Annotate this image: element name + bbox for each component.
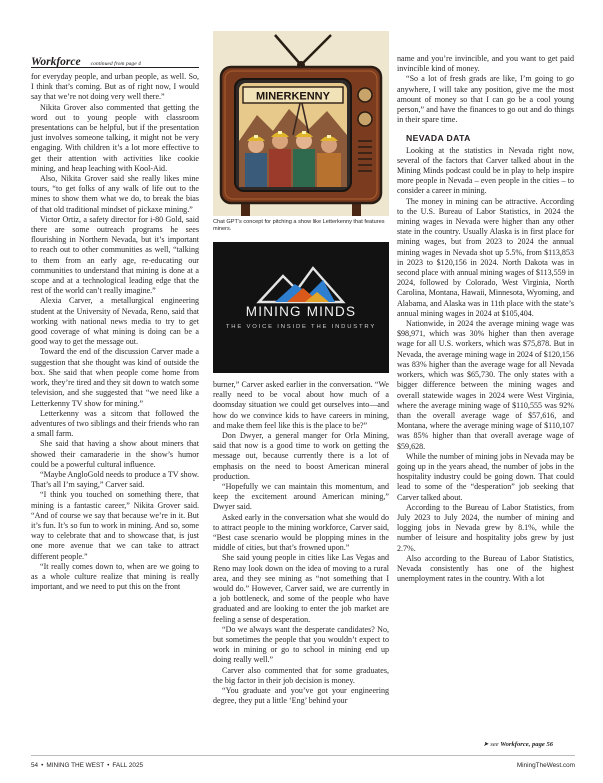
paragraph: While the number of mining jobs in Nevada may be going up in the years ahead, the number of jobs in the hospitality industry could be going down. That could lead to some of the “desperation” job seeking that Carver talked about. [397, 451, 574, 502]
paragraph: The money in mining can be attractive. According to the U.S. Bureau of Labor Statistics, in 2024 the mining wages in Nevada were higher than any other state in the country. Usually Alaska is in first place for mining wages, but from 2023 to 2024 the annual mining wages in Nevada shot up 5.5%, from $113,853 in 2023 to $120,156 in 2024. North Dakota was in second place with annual mining wages of $113,559 in 2024, followed by Colorado, West Virginia, North Carolina, Montana, Hawaii, Minnesota, Wyoming, and Alabama, and Alaska was in 11th place with the state’s annual mining wages in 2024 at $105,404. [397, 196, 574, 318]
folio [31, 762, 143, 769]
paragraph: Also, Nikita Grover said she really likes mine tours, “to get folks of any walk of life out to the mines to show them what we do, to break the bias of that old traditional mindset of pickaxe mining.” [31, 174, 199, 214]
jump-prefix: see [490, 741, 499, 748]
miner-figure [293, 131, 315, 187]
antenna-right [301, 35, 331, 65]
section-subhead: NEVADA DATA [406, 133, 471, 144]
paragraph: Asked early in the conversation what she would do to attract people to the mining workforce, Carver said, “Best case scenario would be plopping mines in the middle of cities, but that’s frowned upon.” [213, 512, 389, 553]
minerkenny-tv-illustration [213, 31, 389, 216]
paragraph: According to the Bureau of Labor Statistics, from July 2023 to July 2024, the number of mining and logging jobs in Nevada grew by 8.1%, while the number of leisure and hospitality jobs grew by just 2.7%. [397, 502, 574, 553]
footer-rule [31, 755, 575, 756]
logo-title: MINING MINDS [245, 304, 357, 319]
continued-jump-line [483, 740, 553, 748]
paragraph: Also according to the Bureau of Labor Statistics, Nevada consistently has one of the highest unemployment rates in the country. With a lot [397, 553, 574, 584]
bullet-separator: • [41, 762, 44, 769]
paragraph: Toward the end of the discussion Carver made a suggestion that she thought was kind of outside the box. She said that when people come home from work, they’re tired and they sit down to watch some television, and she suggested that “we need like a Letterkenny TV show for mining.” [31, 347, 199, 408]
miner-figure [269, 131, 291, 187]
paragraph: Alexia Carver, a metallurgical engineering student at the University of Nevada, Reno, said that working with national news media to try to get good coverage of what mining is doing can be a good way to get the message out. [31, 296, 199, 347]
issue-date: FALL 2025 [112, 762, 144, 769]
paragraph: She said young people in cities like Las Vegas and Reno may look down on the idea of moving to a rural area, and they see mining as “not something that I would do.” However, Carver said, we are currently in a job bottleneck, and some of the people who have graduated and are looking to enter the job market are feeling a sense of desperation. [213, 553, 389, 624]
section-title: Workforce [31, 56, 81, 68]
triangle-arrow-icon: ➤ [483, 741, 489, 748]
jump-target: Workforce, page 56 [500, 741, 554, 748]
continued-note: continued from page 4 [90, 61, 141, 67]
title-sign-text: MINERKENNY [256, 90, 330, 103]
paragraph: Nikita Grover also commented that getting the word out to young people with classroom presentations can be helpful, but if the presentation just involves someone talking, it might not be very engaging. With children it’s a lot more effective to get their attention with activities like cookie mining, and heap leaching with Kool-Aid. [31, 102, 199, 173]
website: MiningTheWest.com [516, 762, 575, 769]
paragraph: “Hopefully we can maintain this momentum, and keep the excitement around American mining,” Dwyer said. [213, 482, 389, 512]
paragraph: Don Dwyer, a general manger for Orla Mining, said that now is a good time to work on getting the message out, because currently there is a lot of emphasis on the need to boost American mineral production. [213, 431, 389, 481]
paragraph: Victor Ortiz, a safety director for i-80 Gold, said there are some outreach programs he sees flourishing in Northern Nevada, but it’s important to reach out to other communities as well, “talking to them from an early age, re-educating our communities to understand that mining is done at a scope and at a technological leading edge that the rest of the world can’t really imagine.” [31, 214, 199, 296]
paragraph: “I think you touched on something there, that mining is a fantastic career,” Nikita Grover said. “And of course we say that because we’re in it. But it’s fun. It’s so fun to work in mining. And so, some way to celebrate that and to showcase that, is just one more avenue that we can take to attract different people.” [31, 490, 199, 561]
mining-minds-logo [213, 242, 389, 373]
paragraph: “So a lot of fresh grads are like, I’m going to go anywhere, I will take any position, give me the most amount of money so that I can go be a cool young person,” and have the finances to go out and do things in their spare time. [397, 74, 574, 125]
tv-knob [358, 88, 372, 102]
paragraph: Looking at the statistics in Nevada right now, several of the factors that Carver talked about in the Mining Minds podcast could be in play to help inspire more people in Nevada – even people in the cities – to consider a career in mining. [397, 145, 574, 196]
article-column-1 [31, 72, 199, 592]
bullet-separator: • [107, 762, 110, 769]
figure-caption: Chat GPT’s concept for pitching a show like Letterkenny that features miners. [213, 219, 385, 232]
paragraph: “It really comes down to, when are we going to as a whole culture realize that mining is really important, and we need to put this on the front [31, 561, 199, 592]
paragraph: “You graduate and you’ve got your engineering degree, they put a little ‘Eng’ behind your [213, 686, 389, 706]
tv-knob [358, 112, 372, 126]
paragraph: burner,” Carver asked earlier in the conversation. “We really need to be vocal about how much of a doomsday situation we could get ourselves into—and how do we convince kids to have careers in mining, and make them feel like this is the place to be?” [213, 380, 389, 430]
paragraph: for everyday people, and urban people, as well. So, I think that’s coming. But as of right now, I would say that we’re not doing very well there.” [31, 72, 199, 102]
magazine-name: MINING THE WEST [46, 762, 105, 769]
paragraph: Nationwide, in 2024 the average mining wage was $98,971, which was 30% higher than then average wage for all U.S. workers, which was $75,878. But in Nevada, the average mining wage in 2024 of $120,156 was 83% higher than the average wage for all Nevada workers, which was $65,730. The only states with a bigger difference between the mining wages and overall statewide wages in 2024 were West Virginia, where the average mining wage of $110,555 was 92% than the overall average wage of $57,616, and Montana, where the average mining wage of $110,107 was 85% higher than that overall average wage of $59,628. [397, 319, 574, 451]
paragraph: “Maybe AngloGold needs to produce a TV show. That’s all I’m saying,” Carver said. [31, 469, 199, 490]
antenna-left [275, 35, 301, 65]
paragraph: Carver also commented that for some graduates, the big factor in their job decision is money. [213, 665, 389, 685]
header-rule [31, 67, 199, 68]
tv-illustration-svg [213, 31, 389, 216]
logo-tagline: THE VOICE INSIDE THE INDUSTRY [225, 324, 377, 330]
page-number: 54 [31, 762, 39, 769]
paragraph: name and you’re invincible, and you want to get paid invincible kind of money. [397, 54, 574, 74]
article-column-2 [213, 380, 389, 707]
paragraph: She said that having a show about miners that showed their camaraderie in the show’s humor could be a powerful cultural influence. [31, 439, 199, 469]
article-column-3 [397, 54, 574, 584]
paragraph: “Do we always want the desperate candidates? No, but sometimes the people that you wouldn’t expect to work in mining or go to school in mining end up doing really well.” [213, 624, 389, 665]
paragraph: Letterkenny was a sitcom that followed the adventures of two siblings and their friends who ran a small farm. [31, 408, 199, 439]
